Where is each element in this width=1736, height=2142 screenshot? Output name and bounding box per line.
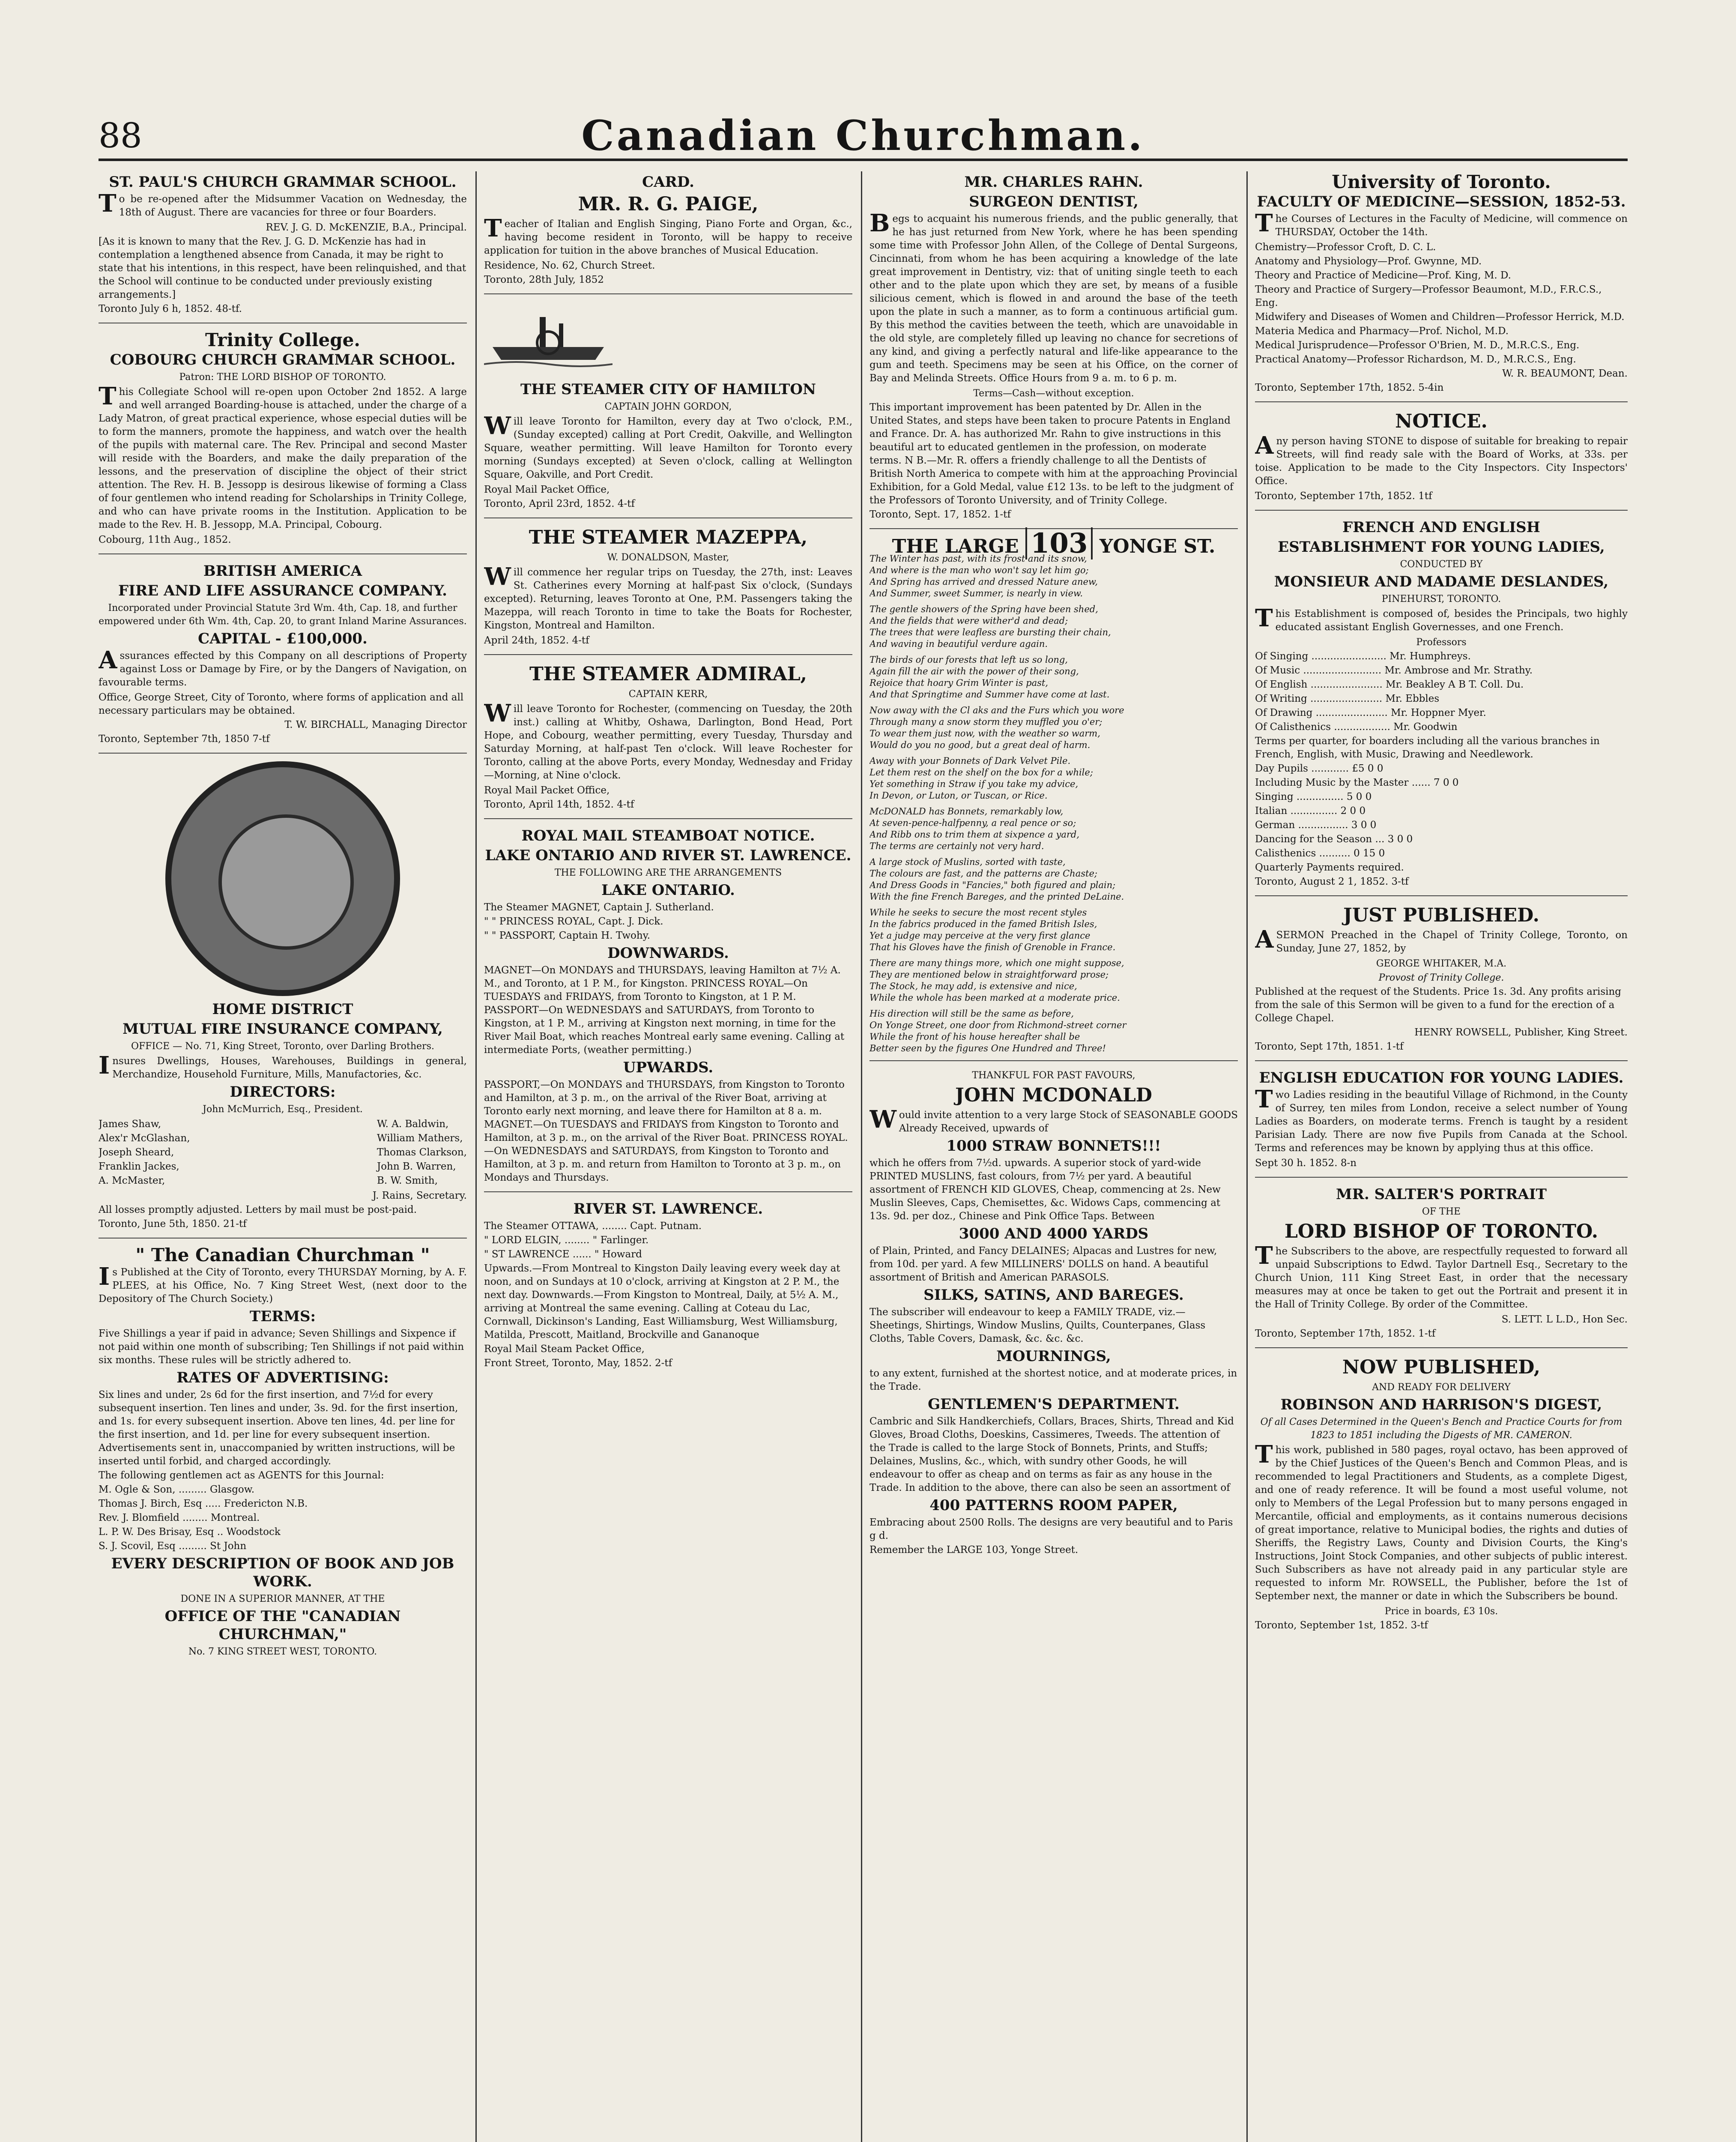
column-3: [869, 171, 1238, 2142]
fleet-entry: " LORD ELGIN, ........ " Farlinger.: [484, 1235, 649, 1246]
ad-subheading: LORD BISHOP OF TORONTO.: [1284, 1221, 1599, 1242]
ad-heading: MR. CHARLES RAHN.: [964, 174, 1143, 191]
ad-large-103-poem: [869, 527, 1238, 1061]
ad-heading: RIVER ST. LAWRENCE.: [573, 1200, 763, 1218]
ad-signature: HENRY ROWSELL, Publisher, King Street.: [1414, 1027, 1628, 1038]
ad-river-st-lawrence: [484, 1200, 852, 1377]
poem-line: And the fields that were wither'd and dead;: [869, 616, 1068, 626]
professor: Of English ....................... Mr. Beakley A B T. Coll. Du.: [1255, 679, 1524, 690]
ad-date: Toronto, April 23rd, 1852. 4-tf: [484, 498, 635, 509]
page-header: [99, 111, 1628, 161]
ad-heading: JUST PUBLISHED.: [1343, 904, 1539, 926]
poem-line: The Stock, he may add, is extensive and nice,: [869, 981, 1077, 991]
poem-line: Better seen by the figures One Hundred and Three!: [869, 1043, 1106, 1053]
ad-subheading: COBOURG CHURCH GRAMMAR SCHOOL.: [110, 351, 456, 368]
ad-note: This important improvement has been patented by Dr. Allen in the United States, and steps have been taken to procure Patents in England and France. Dr. A. has authorized Mr. Rahn to give instructions in this beautiful art to educated gentlemen in the profession, on moderate terms. N B.—Mr. R. offers a friendly challenge to all the Dentists of British North America to compete with him at the approaching Provincial Exhibition, for a Gold Medal, value £12 13s. to be left to the judgment of the Professors of Toronto University, and of Trinity College.: [869, 402, 1238, 506]
ad-heading: Trinity College.: [205, 329, 360, 350]
downwards-heading: DOWNWARDS.: [607, 945, 729, 962]
column-rule: [1246, 171, 1248, 2142]
footer-line: No. 7 KING STREET WEST, TORONTO.: [188, 1646, 377, 1657]
footer-line: DONE IN A SUPERIOR MANNER, AT THE: [180, 1594, 385, 1604]
ad-note: All losses promptly adjusted. Letters by mail must be post-paid.: [99, 1204, 417, 1215]
poem-line: And Ribb ons to trim them at sixpence a yard,: [869, 829, 1080, 840]
poem-line: They are mentioned below in straightforward prose;: [869, 969, 1109, 980]
ad-subheading: ROBINSON AND HARRISON'S DIGEST,: [1280, 1396, 1602, 1413]
director: A. McMaster,: [99, 1175, 165, 1186]
ad-heading: University of Toronto.: [1332, 171, 1551, 192]
ad-heading: THE STEAMER MAZEPPA,: [529, 527, 808, 548]
column-4: [1255, 171, 1628, 2142]
ad-office: Office, George Street, City of Toronto, where forms of application and all necessary particulars may be obtained.: [99, 692, 464, 716]
ad-incorporation: Incorporated under Provincial Statute 3rd Wm. 4th, Cap. 18, and further empowered under 6th Wm. 4th, Cap. 20, to grant Inland Marine Assurances.: [99, 603, 467, 627]
poem-line: In Devon, or Luton, or Tuscan, or Rice.: [869, 790, 1048, 801]
agent: Thomas J. Birch, Esq ..... Fredericton N.B.: [99, 1498, 308, 1509]
ad-heading: JOHN MCDONALD: [955, 1084, 1152, 1106]
column-rule: [475, 171, 477, 2142]
ad-body: Teacher of Italian and English Singing, Piano Forte and Organ, &c., having become resident in Toronto, will be happy to receive application for tuition in the above branches of Musical Education.: [484, 214, 852, 256]
ad-body: Is Published at the City of Toronto, every THURSDAY Morning, by A. F. PLEES, at his Office, No. 7 King Street West, (next door to the Depository of The Church Society.): [99, 1262, 467, 1304]
course: Theory and Practice of Surgery—Professor Beaumont, M.D., F.R.C.S., Eng.: [1255, 284, 1602, 308]
ad-body: Will commence her regular trips on Tuesday, the 27th, inst: Leaves St. Catherines every Morning at half-past Six o'clock, (Sundays excepted). Returning, leaves Toronto at One, P.M. Passengers taking the Mazeppa, will reach Toronto in time to take the Boats for Rochester, Kingston, Montreal and Hamilton.: [484, 562, 852, 631]
poem-line: The terms are certainly not very hard.: [869, 841, 1044, 851]
directors-heading: DIRECTORS:: [230, 1083, 336, 1101]
ad-rahn-dentist: [869, 173, 1238, 529]
upwards-text: PASSPORT,—On MONDAYS and THURSDAYS, from Kingston to Toronto and Hamilton, at 3 p. m., on the arrival of the River Boat, arriving at Toronto early next morning, and leave there for Hamilton at 8 a. m. MAGNET.—On TUESDAYS and FRIDAYS from Kingston to Toronto and Hamilton, at 3 p. m., on the arrival of the River Boat. PRINCESS ROYAL.—On WEDNESDAYS and SATURDAYS, from Kingston to Toronto and Hamilton, at 3 p. m. and return from Hamilton to Toronto at 3 p. m., on Mondays and Thursdays.: [484, 1079, 848, 1183]
ad-body: of Plain, Printed, and Fancy DELAINES; Alpacas and Lustres for new, from 10d. per yard. A few MILLINERS' DOLLS on hand. A beautiful assortment of British and American PARASOLS.: [869, 1245, 1217, 1283]
ad-heading: BRITISH AMERICA: [203, 562, 362, 580]
ad-heading: THE STEAMER ADMIRAL,: [529, 663, 807, 685]
steamship-icon: [484, 306, 613, 371]
ad-body: This Establishment is composed of, besides the Principals, two highly educated assistant English Governesses, and one French.: [1255, 604, 1628, 633]
ad-heading: " The Canadian Churchman ": [135, 1245, 430, 1265]
poem-line: To wear them just now, with the weather so warm,: [869, 728, 1100, 739]
ad-heading: NOTICE.: [1395, 410, 1488, 432]
course: Chemistry—Professor Croft, D. C. L.: [1255, 242, 1436, 253]
heading-prefix: THE LARGE: [892, 536, 1019, 557]
ad-patron: Patron: THE LORD BISHOP OF TORONTO.: [179, 372, 386, 383]
director: Alex'r McGlashan,: [99, 1133, 190, 1144]
ad-date: Toronto, Sept. 17, 1852. 1-tf: [869, 509, 1011, 520]
poem-line: And waving in beautiful verdure again.: [869, 639, 1048, 649]
ad-john-mcdonald: [869, 1069, 1238, 1564]
poem-line: Away with your Bonnets of Dark Velvet Pile.: [869, 756, 1071, 766]
director: Thomas Clarkson,: [376, 1147, 467, 1158]
page-number: 88: [99, 116, 142, 156]
poem: [869, 553, 1238, 1054]
yards-line: 3000 AND 4000 YARDS: [959, 1225, 1149, 1242]
course: Midwifery and Diseases of Women and Children—Professor Herrick, M.D.: [1255, 311, 1625, 323]
ad-admiral: [484, 663, 852, 819]
ad-captain: W. DONALDSON, Master,: [607, 552, 729, 563]
company-seal-icon: [165, 761, 400, 996]
ad-office: OFFICE — No. 71, King Street, Toronto, over Darling Brothers.: [131, 1041, 434, 1052]
agents-heading: The following gentlemen act as AGENTS for this Journal:: [99, 1470, 384, 1481]
ad-home-district: [99, 761, 467, 1239]
heading-suffix: YONGE ST.: [1099, 536, 1216, 557]
ad-date: Toronto, August 2 1, 1852. 3-tf: [1255, 876, 1409, 887]
ad-just-published: [1255, 904, 1628, 1061]
director: James Shaw,: [99, 1119, 161, 1130]
terms-text: Five Shillings a year if paid in advance; Seven Shillings and Sixpence if not paid within one month of subscribing; Ten Shillings if not paid within six months. These rules will be strictly adhered to.: [99, 1328, 464, 1366]
fee: Italian ............... 2 0 0: [1255, 805, 1366, 817]
remember-line: Remember the LARGE 103, Yonge Street.: [869, 1544, 1079, 1556]
ad-heading: NOW PUBLISHED,: [1342, 1356, 1541, 1378]
ad-signature: T. W. BIRCHALL, Managing Director: [284, 719, 467, 730]
fee: Dancing for the Season ... 3 0 0: [1255, 834, 1413, 845]
ad-subheading: FACULTY OF MEDICINE—SESSION, 1852-53.: [1257, 193, 1626, 210]
poem-line: While he seeks to secure the most recent styles: [869, 907, 1087, 918]
poem-line: The gentle showers of the Spring have been shed,: [869, 604, 1098, 614]
director: B. W. Smith,: [376, 1175, 438, 1186]
ad-body: Embracing about 2500 Rolls. The designs are very beautiful and to Paris g d.: [869, 1517, 1233, 1541]
ad-date: Toronto, 28th July, 1852: [484, 274, 604, 285]
ad-arrangements: THE FOLLOWING ARE THE ARRANGEMENTS: [554, 868, 782, 878]
ad-university-toronto: [1255, 173, 1628, 402]
ad-capital: CAPITAL - £100,000.: [198, 630, 368, 647]
ad-author-title: Provost of Trinity College.: [1378, 972, 1504, 983]
poem-line: Would do you no good, but a great deal of harm.: [869, 740, 1091, 750]
ad-body: The Subscribers to the above, are respectfully requested to forward all unpaid Subscriptions to Edwd. Taylor Dartnell Esq., Secretary to the Church Union, 111 King Street East, in order that the necessary measures may at once be taken to get out the Portrait and present it in the Hall of Trinity College. By order of the Committee.: [1255, 1242, 1628, 1310]
agent: S. J. Scovil, Esq ......... St John: [99, 1541, 247, 1552]
ad-secretary: J. Rains, Secretary.: [372, 1190, 467, 1201]
ad-salter-portrait: [1255, 1185, 1628, 1348]
poem-line: That his Gloves have the finish of Grenoble in France.: [869, 942, 1116, 952]
ad-subheading: SURGEON DENTIST,: [969, 193, 1138, 210]
ad-heading: FRENCH AND ENGLISH: [1342, 519, 1540, 536]
ad-location: PINEHURST, TORONTO.: [1381, 594, 1501, 604]
gentlemens-line: GENTLEMEN'S DEPARTMENT.: [928, 1396, 1180, 1413]
ad-body: Will leave Toronto for Rochester, (commencing on Tuesday, the 20th inst.) calling at Whitby, Oshawa, Darlington, Bond Head, Port Hope, and Cobourg, weather permitting, every Tuesday, Thursday and Saturday Morning, at half-past Ten o'clock. Will leave Rochester for Toronto, calling at the above Ports, every Monday, Wednesday and Friday—Morning, at Nine o'clock.: [484, 699, 852, 781]
fleet-entry: The Steamer MAGNET, Captain J. Sutherland.: [484, 902, 714, 913]
poem-line: Let them rest on the shelf on the box for a while;: [869, 767, 1093, 778]
ad-captain: CAPTAIN JOHN GORDON,: [604, 401, 732, 412]
poem-line: There are many things more, which one might suppose,: [869, 958, 1124, 968]
ad-signature: REV. J. G. D. McKENZIE, B.A., Principal.: [266, 222, 467, 233]
ad-body: This work, published in 580 pages, royal octavo, has been approved of by the Chief Justices of the Queen's Bench and Common Pleas, and is recommended to legal Practitioners and Students, as a complete Digest, and one of ready reference. It will be found a most useful volume, not only to Members of the Legal Profession but to many persons engaged in Mercantile, official and employments, as it contains numerous decisions of great importance, relative to Municipal bodies, the rights and duties of Sheriffs, the Registry Laws, County and Division Courts, the King's Instructions, Joint Stock Companies, and other subjects of public interest. Such Subscribers as have not already paid in any particular style are requested to inform Mr. ROWSELL, the Publisher, before the 1st of September next, the manner or date in which the Subscribers be bound.: [1255, 1440, 1628, 1602]
director: John B. Warren,: [376, 1161, 456, 1172]
silks-line: SILKS, SATINS, AND BAREGES.: [923, 1286, 1184, 1304]
ad-body: To be re-opened after the Midsummer Vacation on Wednesday, the 18th of August. There are vacancies for three or four Boarders.: [99, 189, 467, 218]
ad-heading: HOME DISTRICT: [212, 1001, 353, 1018]
ad-body: Assurances effected by this Company on all descriptions of Property against Loss or Damage by Fire, or by the Dangers of Navigation, on favourable terms.: [99, 646, 467, 688]
column-rule: [861, 171, 862, 2142]
footer-line: OFFICE OF THE "CANADIAN CHURCHMAN,": [164, 1608, 401, 1643]
professor: Of Singing ........................ Mr. Humphreys.: [1255, 651, 1471, 662]
course: Practical Anatomy—Professor Richardson, M. D., M.R.C.S., Eng.: [1255, 354, 1576, 365]
fee: Calisthenics .......... 0 15 0: [1255, 848, 1385, 859]
ad-heading: MR. SALTER'S PORTRAIT: [1336, 1186, 1547, 1203]
ad-date: Toronto, September 17th, 1852. 5-4in: [1255, 382, 1444, 393]
ad-sub: OF THE: [1422, 1206, 1461, 1217]
poem-line: And where is the man who won't say let him go;: [869, 565, 1089, 575]
ad-subheading: ESTABLISHMENT FOR YOUNG LADIES,: [1278, 538, 1605, 556]
ad-heading: CARD.: [642, 174, 694, 191]
director: Joseph Sheard,: [99, 1147, 174, 1158]
poem-line: Again fill the air with the power of their song,: [869, 666, 1079, 676]
columns: [99, 171, 1628, 2142]
poem-line: Yet something in Straw if you take my advice,: [869, 779, 1079, 789]
ad-body: Any person having STONE to dispose of suitable for breaking to repair Streets, will find ready sale with the Board of Works, at 33s. per toise. Application to be made to the City Inspectors. City Inspectors' Office.: [1255, 431, 1628, 487]
ad-subheading: FIRE AND LIFE ASSURANCE COMPANY.: [118, 582, 448, 599]
ad-paige-card: [484, 173, 852, 294]
ad-body: to any extent, furnished at the shortest notice, and at moderate prices, in the Trade.: [869, 1368, 1237, 1392]
ad-date: April 24th, 1852. 4-tf: [484, 635, 589, 646]
poem-line: McDONALD has Bonnets, remarkably low,: [869, 806, 1064, 817]
poem-line: And Dress Goods in "Fancies," both figured and plain;: [869, 880, 1116, 890]
ad-sub: Of all Cases Determined in the Queen's Bench and Practice Courts for from 1823 to 1851 including the Digests of MR. CAMERON.: [1260, 1417, 1622, 1441]
poem-line: Yet a judge may perceive at the very first glance: [869, 930, 1091, 941]
ad-office: Royal Mail Packet Office,: [484, 484, 610, 495]
ad-sub: AND READY FOR DELIVERY: [1372, 1382, 1511, 1393]
director: W. A. Baldwin,: [376, 1119, 449, 1130]
ad-date: Cobourg, 11th Aug., 1852.: [99, 534, 231, 545]
rates-text: Six lines and under, 2s 6d for the first insertion, and 7½d for every subsequent insertion. Ten lines and under, 3s. 9d. for the first insertion, and 1s. for every subsequent insertion. Above ten lines, 4d. per line for the first insertion, and 1d. per line for every subsequent insertion. Advertisements sent in, unaccompanied by written instructions, will be inserted until forbid, and charged accordingly.: [99, 1389, 458, 1467]
professors-heading: Professors: [1416, 637, 1467, 648]
ad-body: Cambric and Silk Handkerchiefs, Collars, Braces, Shirts, Thread and Kid Gloves, Broad Cloths, Doeskins, Cassimeres, Tweeds. The attention of the Trade is called to the large Stock of Bonnets, Prints, and Stuffs; Delaines, Muslins, &c., which, with sundry other Goods, he will endeavour to offer as cheap and on terms as fair as any house in the Trade. In addition to the above, there can also be seen an assortment of: [869, 1416, 1234, 1493]
course: Theory and Practice of Medicine—Prof. King, M. D.: [1255, 270, 1511, 281]
ad-body: The subscriber will endeavour to keep a FAMILY TRADE, viz.—Sheetings, Shirtings, Window Muslins, Quilts, Counterpanes, Glass Cloths, Table Covers, Damask, &c. &c. &c.: [869, 1307, 1206, 1344]
agent: Rev. J. Blomfield ........ Montreal.: [99, 1512, 260, 1523]
ad-heading: ROYAL MAIL STEAMBOAT NOTICE.: [521, 827, 815, 844]
ad-body: ASERMON Preached in the Chapel of Trinity College, Toronto, on Sunday, June 27, 1852, by: [1255, 925, 1628, 954]
ad-body: Insures Dwellings, Houses, Warehouses, Buildings in general, Merchandize, Household Furniture, Mills, Manufactories, &c.: [99, 1051, 467, 1080]
ad-body: Begs to acquaint his numerous friends, and the public generally, that he has just returned from New York, where he has been spending some time with Professor John Allen, of the College of Dental Surgeons, Cincinnati, from whom he has been acquiring a knowledge of the late great improvement in Dentistry, viz: that of uniting single teeth to each other and to the plate upon which they are set, by means of a fusible silicious cement, which is flowed in and around the base of the teeth upon the plate in such a manner, as to form a continuous artificial gum. By this method the cavities between the teeth, which are unavoidable in the old style, are completely filled up leaving no chance for secretions of any kind, and giving a perfectly natural and life-like appearance to the gum and teeth. Specimens may be seen at his Office, on the corner of Bay and Melinda Streets. Office Hours from 9 a. m. to 6 p. m.: [869, 209, 1238, 384]
fees-note: Terms per quarter, for boarders including all the various branches in French, English, with Music, Drawing and Needlework.: [1255, 736, 1600, 760]
ad-date: Toronto, September 7th, 1850 7-tf: [99, 733, 270, 745]
poem-line: The birds of our forests that left us so long,: [869, 655, 1068, 665]
rates-heading: RATES OF ADVERTISING:: [176, 1369, 389, 1386]
ad-digest: [1255, 1356, 1628, 1639]
ad-note: Quarterly Payments required.: [1255, 862, 1404, 873]
footer-line: EVERY DESCRIPTION OF BOOK AND JOB WORK.: [111, 1555, 454, 1590]
ad-date: Toronto, April 14th, 1852. 4-tf: [484, 799, 634, 810]
fleet-entry: " ST LAWRENCE ...... " Howard: [484, 1249, 642, 1260]
ad-date: Front Street, Toronto, May, 1852. 2-tf: [484, 1358, 672, 1369]
poem-line: The Winter has past, with its frost and its snow,: [869, 553, 1087, 564]
ad-office: Royal Mail Packet Office,: [484, 785, 610, 796]
directors-list: [99, 1117, 467, 1188]
mournings-line: MOURNINGS,: [996, 1348, 1111, 1365]
professor: Of Calisthenics .................. Mr. Goodwin: [1255, 721, 1458, 733]
ad-body: Would invite attention to a very large Stock of SEASONABLE GOODS Already Received, upwards of: [869, 1105, 1238, 1134]
ad-date: Toronto, Sept 17th, 1851. 1-tf: [1255, 1041, 1404, 1052]
ad-thanks: THANKFUL FOR PAST FAVOURS,: [972, 1070, 1135, 1081]
course: Materia Medica and Pharmacy—Prof. Nichol, M.D.: [1255, 326, 1509, 337]
ad-st-pauls-school: [99, 173, 467, 323]
fee: Day Pupils ............ £5 0 0: [1255, 763, 1383, 774]
poem-line: On Yonge Street, one door from Richmond-street corner: [869, 1020, 1126, 1030]
ad-date: Toronto, September 17th, 1852. 1-tf: [1255, 1328, 1436, 1339]
fee: Singing ............... 5 0 0: [1255, 791, 1372, 802]
ad-heading: THE STEAMER CITY OF HAMILTON: [520, 381, 816, 398]
professor: Of Drawing ....................... Mr. Hoppner Myer.: [1255, 707, 1486, 718]
ad-author: GEORGE WHITAKER, M.A.: [1376, 958, 1507, 969]
poem-line: In the fabrics produced in the famed British Isles,: [869, 919, 1097, 929]
ad-office: Royal Mail Steam Packet Office,: [484, 1343, 645, 1355]
upwards-heading: UPWARDS.: [623, 1059, 714, 1076]
ad-subheading: MR. R. G. PAIGE,: [578, 193, 759, 215]
ad-conducted: CONDUCTED BY: [1400, 559, 1483, 570]
ad-subheading: MUTUAL FIRE INSURANCE COMPANY,: [123, 1020, 443, 1038]
ad-british-america: [99, 562, 467, 754]
poem-line: Through many a snow storm they muffled you o'er;: [869, 717, 1103, 727]
poem-line: Now away with the Cl aks and the Furs which you wore: [869, 705, 1124, 715]
ad-mazeppa: [484, 526, 852, 655]
fleet-entry: " " PASSPORT, Captain H. Twohy.: [484, 930, 650, 941]
fee: German ................ 3 0 0: [1255, 820, 1377, 831]
ad-heading: ST. PAUL'S CHURCH GRAMMAR SCHOOL.: [109, 174, 457, 191]
terms-heading: TERMS:: [249, 1308, 316, 1325]
poem-line: A large stock of Muslins, sorted with taste,: [869, 857, 1066, 867]
poem-line: At seven-pence-halfpenny, a real pence or so;: [869, 818, 1076, 828]
bonnets-line: 1000 STRAW BONNETS!!!: [946, 1137, 1161, 1155]
ad-body: Two Ladies residing in the beautiful Village of Richmond, in the County of Surrey, ten miles from London, receive a select number of Young Ladies as Boarders, on moderate terms. French is taught by a resident Parisian Lady. There are now five Pupils from Canada at the School. Terms and references may be known by applying thus at this office.: [1255, 1085, 1628, 1154]
ad-body: Will leave Toronto for Hamilton, every day at Two o'clock, P.M., (Sunday excepted) calling at Port Credit, Oakville, and Wellington Square, weather permitting. Will leave Hamilton for Toronto every morning (Sundays excepted) at Seven o'clock, calling at Wellington Square, Oakville, and Port Credit.: [484, 412, 852, 480]
column-2: [484, 171, 852, 2142]
ad-signature: W. R. BEAUMONT, Dean.: [1502, 368, 1628, 379]
ad-captain: CAPTAIN KERR,: [628, 689, 708, 700]
course: Medical Jurisprudence—Professor O'Brien, M. D., M.R.C.S., Eng.: [1255, 340, 1580, 351]
ad-body: which he offers from 7½d. upwards. A superior stock of yard-wide PRINTED MUSLINS, fast colours, from 7½ per yard. A beautiful assortment of FRENCH KID GLOVES, Cheap, commencing at 2s. New Muslin Sleeves, Caps, Chemisettes, &c. Widows Caps, commencing at 13s. 9d. per doz., Chinese and Pink Office Taps. Between: [869, 1158, 1221, 1222]
poem-line: Rejoice that hoary Grim Winter is past,: [869, 678, 1049, 688]
ad-note: [As it is known to many that the Rev. J. G. D. McKenzie has had in contemplation a lengthened absence from Canada, it may be right to state that his intentions, in this respect, have been relinquished, and that the School will continue to be conducted under previously existing arrangements.]: [99, 236, 466, 300]
poem-line: The trees that were leafless are bursting their chain,: [869, 627, 1111, 637]
poem-line: And Spring has arrived and dressed Nature anew,: [869, 577, 1098, 587]
director: Franklin Jackes,: [99, 1161, 179, 1172]
poem-line: While the whole has been marked at a moderate price.: [869, 993, 1120, 1003]
ad-notice-stone: [1255, 410, 1628, 511]
masthead: Canadian Churchman.: [581, 111, 1145, 160]
professor: Of Music ......................... Mr. Ambrose and Mr. Strathy.: [1255, 665, 1533, 676]
ad-body: Upwards.—From Montreal to Kingston Daily leaving every week day at noon, and on Sundays at 10 o'clock, arriving at Kingston at 2 P. M., the next day. Downwards.—From Kingston to Montreal, Daily, at 5½ A. M., arriving at Montreal the same evening. Calling at Coteau du Lac, Cornwall, Dickinson's Landing, East Williamsburg, West Williamsburg, Matilda, Prescott, Maitland, Brockville and Gananoque: [484, 1263, 840, 1340]
president: John McMurrich, Esq., President.: [203, 1104, 363, 1115]
downwards-text: MAGNET—On MONDAYS and THURSDAYS, leaving Hamilton at 7½ A. M., and Toronto, at 1 P. M., for Kingston. PRINCESS ROYAL—On TUESDAYS and FRIDAYS, from Toronto to Kingston, at 1 P. M. PASSPORT—On WEDNESDAYS and SATURDAYS, from Toronto to Kingston, at 1 P. M., arriving at Kingston next morning, in time for the River Mail Boat, which reaches Montreal early same evening. Calling at intermediate Ports, (weather permitting.): [484, 965, 845, 1056]
agent: M. Ogle & Son, ......... Glasgow.: [99, 1484, 255, 1495]
agent: L. P. W. Des Brisay, Esq .. Woodstock: [99, 1526, 281, 1538]
ad-residence: Residence, No. 62, Church Street.: [484, 260, 655, 271]
poem-line: His direction will still be the same as before,: [869, 1008, 1074, 1019]
ad-principals: MONSIEUR AND MADAME DESLANDES,: [1274, 573, 1609, 590]
poem-line: And that Springtime and Summer have come at last.: [869, 689, 1110, 700]
poem-line: And Summer, sweet Summer, is nearly in view.: [869, 588, 1083, 598]
ad-subheading: LAKE ONTARIO AND RIVER ST. LAWRENCE.: [485, 847, 852, 864]
ad-deslandes-school: [1255, 518, 1628, 896]
poem-line: While the front of his house hereafter shall be: [869, 1032, 1080, 1042]
poem-line: With the fine French Bareges, and the printed DeLaine.: [869, 892, 1124, 902]
poem-line: The colours are fast, and the patterns are Chaste;: [869, 868, 1097, 879]
ad-date: Toronto, September 1st, 1852. 3-tf: [1255, 1620, 1428, 1631]
course: Anatomy and Physiology—Prof. Gwynne, MD.: [1255, 256, 1482, 267]
ad-price: Price in boards, £3 10s.: [1384, 1606, 1498, 1617]
column-1: [99, 171, 467, 2142]
section-heading: LAKE ONTARIO.: [601, 882, 735, 899]
ad-date: Toronto, September 17th, 1852. 1tf: [1255, 491, 1432, 502]
ad-note: Published at the request of the Students. Price 1s. 3d. Any profits arising from the sale of this Sermon will be given to a fund for the erection of a College Chapel.: [1255, 986, 1622, 1024]
ad-body: This Collegiate School will re-open upon October 2nd 1852. A large and well arranged Boarding-house is attached, under the charge of a Lady Matron, of great practical experience, whose especial duties will be to form the manners, promote the happiness, and watch over the health of the pupils with maternal care. The Rev. Principal and second Master will reside with the Boarders, and make the daily preparation of the lessons, and the preservation of discipline the object of their strict attention. The Rev. H. B. Jessopp is desirous likewise of forming a Class of four gentlemen who intend reading for Scholarships in Trinity College, and who can have private rooms in the Institution. Application to be made to the Rev. H. B. Jessopp, M.A. Principal, Cobourg.: [99, 382, 467, 530]
professor: Of Writing ....................... Mr. Ebbles: [1255, 693, 1440, 704]
ad-date: Toronto, June 5th, 1850. 21-tf: [99, 1218, 247, 1230]
ad-body: The Courses of Lectures in the Faculty of Medicine, will commence on THURSDAY, October the 14th.: [1255, 209, 1628, 238]
fleet-entry: The Steamer OTTAWA, ........ Capt. Putnam.: [484, 1221, 702, 1232]
fleet-entry: " " PRINCESS ROYAL, Capt. J. Dick.: [484, 916, 663, 927]
ad-royal-mail: [484, 827, 852, 1192]
ad-terms: Terms—Cash—without exception.: [973, 388, 1134, 399]
room-paper-line: 400 PATTERNS ROOM PAPER,: [929, 1497, 1178, 1514]
fee: Including Music by the Master ...... 7 0 0: [1255, 777, 1459, 788]
ad-date: Sept 30 h. 1852. 8-n: [1255, 1158, 1357, 1169]
ad-city-of-hamilton: [484, 302, 852, 518]
ad-signature: S. LETT. L L.D., Hon Sec.: [1501, 1314, 1628, 1325]
ad-english-education: [1255, 1069, 1628, 1178]
ad-heading: ENGLISH EDUCATION FOR YOUNG LADIES.: [1259, 1069, 1624, 1086]
heading-number: 103: [1025, 527, 1093, 559]
director: William Mathers,: [376, 1133, 463, 1144]
ad-date: Toronto July 6 h, 1852. 48-tf.: [99, 303, 242, 314]
publication-notice: [99, 1246, 467, 1665]
ad-trinity-college: [99, 331, 467, 554]
